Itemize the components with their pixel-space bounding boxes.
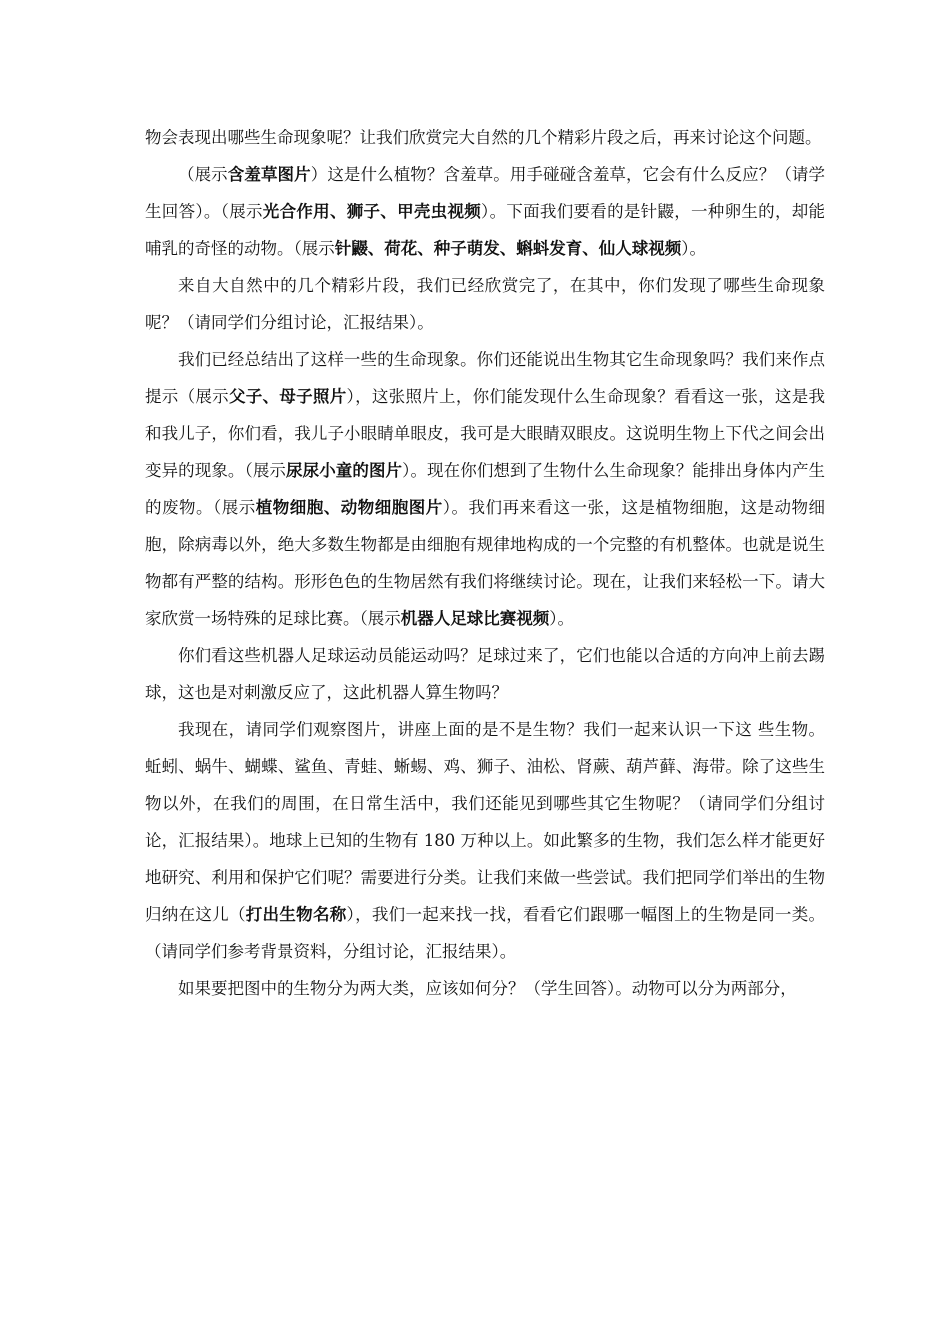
paragraph-6 — [145, 711, 825, 970]
bold-text-run: 机器人足球比赛视频 — [400, 609, 550, 628]
paragraph-7 — [145, 970, 825, 1007]
text-run: ）这是什么植物？含羞草。用手碰碰含羞草，它会有什么反应？（请学生回答）。（展示 — [145, 165, 826, 221]
text-run: 你们看这些机器人足球运动员能运动吗？足球过来了，它们也能以合适的方向冲上前去踢球，这也是对刺激反应了，这此机器人算生物吗？ — [145, 646, 825, 702]
text-run: （展示 — [178, 165, 228, 184]
text-run: ）。我们再来看这一张，这是植物细胞，这是动物细胞，除病毒以外，绝大多数生物都是由细胞有规律地构成的一个完整的有机整体。也就是说生物都有严整的结构。形形色色的生物居然有我们将继续讨论。现在，让我们来轻松一下。请大家欣赏一场特殊的足球比赛。（展示 — [145, 498, 825, 628]
bold-text-run: 父子、母子照片 — [228, 387, 347, 406]
paragraph-4 — [145, 341, 825, 637]
text-run: 我们已经总结出了这样一些的生命现象。你们还能说出生物其它生命现象吗？我们来作点提示（展示 — [145, 350, 825, 406]
bold-text-run: 含羞草图片 — [227, 165, 311, 184]
bold-text-run: 植物细胞、动物细胞图片 — [255, 498, 443, 517]
text-run: 来自大自然中的几个精彩片段，我们已经欣赏完了，在其中，你们发现了哪些生命现象呢？（请同学们分组讨论，汇报结果）。 — [145, 276, 825, 332]
bold-text-run: 针鼹、荷花、种子萌发、蝌蚪发育、仙人球视频 — [334, 239, 682, 258]
text-run: 我现在，请同学们观察图片，讲座上面的是不是生物？我们一起来认识一下这 些生物。蚯蚓、蜗牛、蝴蝶、鲨鱼、青蛙、蜥蜴、鸡、狮子、油松、肾蕨、葫芦藓、海带。除了这些生物以外，在我们的周围，在日常生活中，我们还能见到哪些其它生物呢？（请同学们分组讨论，汇报结果）。地球上已知的生物有 180 万种以上。如此繁多的生物，我们怎么样才能更好地研究、利用和保护它们呢？需要进行分类。让我们来做一些尝试。我们把同学们举出的生物归纳在这儿（ — [145, 720, 825, 924]
text-run: ）。现在你们想到了生物什么生命现象？能排出身体内产生的废物。（展示 — [145, 461, 826, 517]
text-run: ）。 — [681, 239, 706, 258]
paragraph-3 — [145, 267, 825, 341]
paragraph-1 — [145, 119, 825, 156]
text-run: ），这张照片上，你们能发现什么生命现象？看看这一张，这是我和我儿子，你们看，我儿子小眼睛单眼皮，我可是大眼睛双眼皮。这说明生物上下代之间会出变异的现象。（展示 — [145, 387, 826, 480]
bold-text-run: 尿尿小童的图片 — [286, 461, 403, 480]
text-run: ）。下面我们要看的是针鼹，一种卵生的，却能哺乳的奇怪的动物。（展示 — [145, 202, 826, 258]
text-run: ），我们一起来找一找，看看它们跟哪一幅图上的生物是同一类。（请同学们参考背景资料，分组讨论，汇报结果）。 — [145, 905, 826, 961]
text-run: 如果要把图中的生物分为两大类，应该如何分？（学生回答）。动物可以分为两部分， — [178, 979, 797, 998]
text-run: 物会表现出哪些生命现象呢？让我们欣赏完大自然的几个精彩片段之后，再来讨论这个问题。 — [145, 128, 822, 147]
paragraph-5 — [145, 637, 825, 711]
document-body — [145, 119, 825, 1007]
bold-text-run: 打出生物名称 — [245, 905, 347, 924]
text-run: ）。 — [549, 609, 574, 628]
bold-text-run: 光合作用、狮子、甲壳虫视频 — [262, 202, 482, 221]
paragraph-2 — [145, 156, 825, 267]
